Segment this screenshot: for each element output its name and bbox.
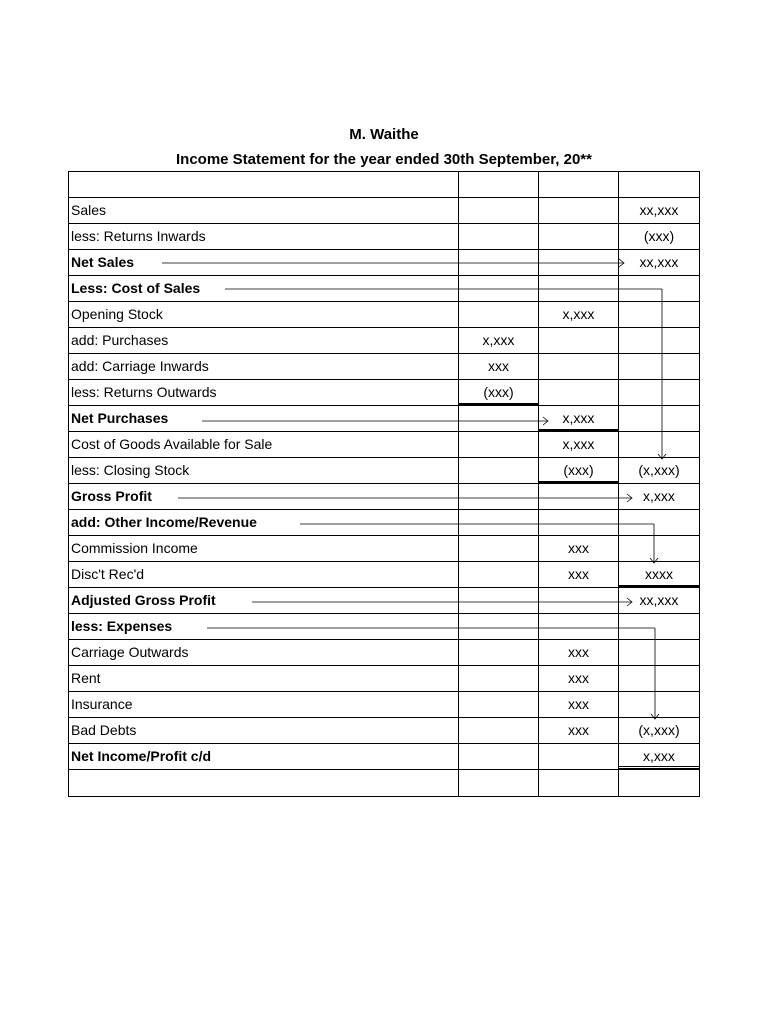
table-row — [69, 536, 699, 562]
row-label: Bad Debts — [69, 718, 459, 743]
amount-cell-col1 — [459, 536, 539, 561]
amount-cell-col3 — [619, 432, 699, 457]
amount-cell-col1 — [459, 588, 539, 613]
amount-cell-col2: xxx — [539, 536, 619, 561]
amount-cell-col1 — [459, 718, 539, 743]
amount-cell-col2 — [539, 770, 619, 796]
amount-cell-col3 — [619, 172, 699, 197]
amount-cell-col2 — [539, 614, 619, 639]
amount-cell-col2 — [539, 588, 619, 613]
table-row — [69, 458, 699, 484]
row-label: add: Other Income/Revenue — [69, 510, 459, 535]
amount-cell-col1 — [459, 224, 539, 249]
amount-cell-col1 — [459, 432, 539, 457]
amount-cell-col3 — [619, 302, 699, 327]
table-row — [69, 380, 699, 406]
amount-cell-col2 — [539, 380, 619, 405]
amount-cell-col2: xxx — [539, 562, 619, 587]
row-label: Adjusted Gross Profit — [69, 588, 459, 613]
amount-cell-col3: (xxx) — [643, 228, 675, 244]
table-row — [69, 276, 699, 302]
table-row — [69, 198, 699, 224]
row-label: Rent — [69, 666, 459, 691]
amount-cell-col3 — [619, 406, 699, 431]
amount-cell-col3 — [619, 276, 699, 301]
statement-title: Income Statement for the year ended 30th September, 20** — [176, 151, 592, 168]
table-row — [69, 484, 699, 510]
table-row — [69, 718, 699, 744]
table-row — [69, 692, 699, 718]
row-label: less: Expenses — [69, 614, 459, 639]
amount-cell-col2 — [539, 198, 619, 223]
row-label — [69, 172, 459, 197]
amount-cell-col2 — [539, 250, 619, 275]
amount-cell-col1 — [459, 640, 539, 665]
amount-cell-col3 — [619, 354, 699, 379]
amount-cell-col2: x,xxx — [539, 302, 619, 327]
row-label: Net Income/Profit c/d — [69, 744, 459, 769]
amount-cell-col3 — [619, 536, 699, 561]
amount-cell-col3 — [619, 692, 699, 717]
amount-cell-col1 — [459, 614, 539, 639]
row-label: add: Carriage Inwards — [69, 354, 459, 379]
table-row — [69, 328, 699, 354]
table-row — [69, 250, 699, 276]
amount-cell-col2: xxx — [539, 666, 619, 691]
row-label: Gross Profit — [69, 484, 459, 509]
table-row — [69, 640, 699, 666]
row-label: Carriage Outwards — [69, 640, 459, 665]
table-row — [69, 588, 699, 614]
table-row — [69, 172, 699, 198]
table-row — [69, 510, 699, 536]
amount-cell-col3: xxxx — [619, 562, 699, 587]
amount-cell-col2 — [539, 510, 619, 535]
amount-cell-col2 — [539, 172, 619, 197]
amount-cell-col1 — [459, 510, 539, 535]
table-row — [69, 614, 699, 640]
table-row — [69, 302, 699, 328]
table-row — [69, 666, 699, 692]
amount-cell-col1 — [459, 198, 539, 223]
amount-cell-col3 — [619, 614, 699, 639]
amount-cell-col1 — [459, 302, 539, 327]
table-row — [69, 744, 699, 770]
amount-cell-col1 — [459, 666, 539, 691]
amount-cell-col3: (x,xxx) — [638, 722, 680, 738]
amount-cell-col1 — [459, 276, 539, 301]
row-label: add: Purchases — [69, 328, 459, 353]
amount-cell-col2 — [539, 744, 619, 769]
row-label: Opening Stock — [69, 302, 459, 327]
amount-cell-col3 — [619, 328, 699, 353]
amount-cell-col2: xxx — [539, 640, 619, 665]
amount-cell-col1: (xxx) — [459, 380, 539, 405]
amount-cell-col1 — [459, 484, 539, 509]
income-statement-table — [68, 171, 700, 797]
amount-cell-col1 — [459, 250, 539, 275]
amount-cell-col2: xxx — [539, 692, 619, 717]
amount-cell-col3: x,xxx — [619, 744, 699, 769]
amount-cell-col3: xx,xxx — [639, 202, 679, 218]
amount-cell-col1 — [459, 458, 539, 483]
amount-cell-col2 — [539, 484, 619, 509]
amount-cell-col2 — [539, 224, 619, 249]
amount-cell-col2: x,xxx — [539, 432, 619, 457]
amount-cell-col1 — [459, 406, 539, 431]
row-label: Net Purchases — [69, 406, 459, 431]
row-label: Commission Income — [69, 536, 459, 561]
amount-cell-col1 — [459, 562, 539, 587]
row-label: Net Sales — [69, 250, 459, 275]
row-label: Insurance — [69, 692, 459, 717]
row-label: Cost of Goods Available for Sale — [69, 432, 459, 457]
amount-cell-col3: xx,xxx — [639, 592, 679, 608]
amount-cell-col3 — [619, 770, 699, 796]
amount-cell-col1 — [459, 770, 539, 796]
amount-cell-col1: x,xxx — [459, 328, 539, 353]
table-row — [69, 562, 699, 588]
amount-cell-col1 — [459, 172, 539, 197]
amount-cell-col1: xxx — [459, 354, 539, 379]
table-row — [69, 224, 699, 250]
amount-cell-col3 — [619, 640, 699, 665]
row-label: Sales — [69, 198, 459, 223]
amount-cell-col3: xx,xxx — [639, 254, 679, 270]
amount-cell-col2: (xxx) — [539, 458, 619, 483]
table-row — [69, 432, 699, 458]
table-row — [69, 770, 699, 796]
row-label: less: Returns Inwards — [69, 224, 459, 249]
row-label — [69, 770, 459, 796]
amount-cell-col2 — [539, 354, 619, 379]
row-label: less: Returns Outwards — [69, 380, 459, 405]
row-label: Disc't Rec'd — [69, 562, 459, 587]
amount-cell-col3: (x,xxx) — [638, 462, 680, 478]
amount-cell-col3 — [619, 666, 699, 691]
amount-cell-col3 — [619, 510, 699, 535]
table-row — [69, 406, 699, 432]
amount-cell-col1 — [459, 744, 539, 769]
statement-owner-name: M. Waithe — [349, 126, 419, 143]
table-row — [69, 354, 699, 380]
amount-cell-col2: x,xxx — [539, 406, 619, 431]
row-label: Less: Cost of Sales — [69, 276, 459, 301]
amount-cell-col3 — [619, 380, 699, 405]
amount-cell-col2: xxx — [539, 718, 619, 743]
amount-cell-col2 — [539, 328, 619, 353]
amount-cell-col1 — [459, 692, 539, 717]
row-label: less: Closing Stock — [69, 458, 459, 483]
amount-cell-col2 — [539, 276, 619, 301]
amount-cell-col3: x,xxx — [643, 488, 675, 504]
